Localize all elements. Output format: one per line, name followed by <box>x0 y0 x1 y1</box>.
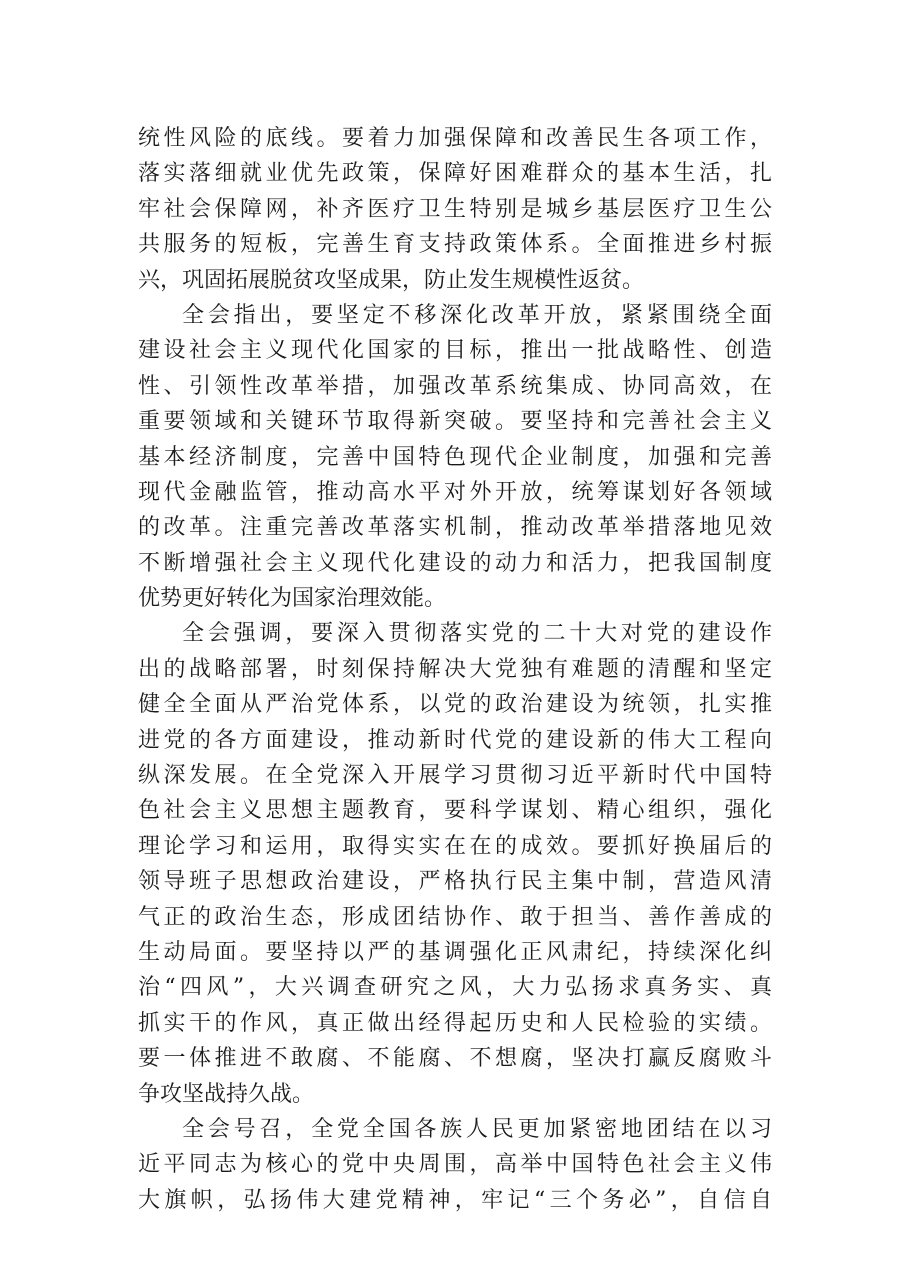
text-line: 出的战略部署，时刻保持解决大党独有难题的清醒和坚定 <box>138 656 772 682</box>
text-line: 生动局面。要坚持以严的基调强化正风肃纪，持续深化纠 <box>138 939 772 965</box>
text-line: 基本经济制度，完善中国特色现代企业制度，加强和完善 <box>138 444 772 470</box>
text-line: 色社会主义思想主题教育，要科学谋划、精心组织，强化 <box>138 798 772 824</box>
paragraph <box>138 616 772 1111</box>
paragraph <box>138 121 772 298</box>
text-line: 建设社会主义现代化国家的目标，推出一批战略性、创造 <box>138 338 772 364</box>
text-line: 统性风险的底线。要着力加强保障和改善民生各项工作， <box>138 126 772 151</box>
text-line: 要一体推进不敢腐、不能腐、不想腐，坚决打赢反腐败斗 <box>138 1046 772 1072</box>
text-line: 进党的各方面建设，推动新时代党的建设新的伟大工程向 <box>138 727 772 753</box>
document-body <box>138 121 772 1218</box>
text-line: 现代金融监管，推动高水平对外开放，统筹谋划好各领域 <box>138 479 772 505</box>
text-line: 纵深发展。在全党深入开展学习贯彻习近平新时代中国特 <box>138 763 772 789</box>
text-line: 气正的政治生态，形成团结协作、敢于担当、善作善成的 <box>138 904 772 930</box>
text-line: 性、引领性改革举措，加强改革系统集成、协同高效，在 <box>138 373 772 399</box>
text-line: 大旗帜，弘扬伟大建党精神，牢记“三个务必”，自信自 <box>138 1187 772 1213</box>
text-line: 近平同志为核心的党中央周围，高举中国特色社会主义伟 <box>138 1152 772 1178</box>
paragraph <box>138 1112 772 1218</box>
text-line: 争攻坚战持久战。 <box>138 1081 315 1107</box>
text-line: 优势更好转化为国家治理效能。 <box>138 586 447 612</box>
text-line: 的改革。注重完善改革落实机制，推动改革举措落地见效 <box>138 515 772 541</box>
text-line: 理论学习和运用，取得实实在在的成效。要抓好换届后的 <box>138 833 772 859</box>
text-line: 落实落细就业优先政策，保障好困难群众的基本生活，扎 <box>138 161 772 187</box>
text-line: 不断增强社会主义现代化建设的动力和活力，把我国制度 <box>138 550 772 576</box>
text-line: 领导班子思想政治建设，严格执行民主集中制，营造风清 <box>138 869 772 895</box>
text-line: 健全全面从严治党体系，以党的政治建设为统领，扎实推 <box>138 692 772 718</box>
text-line: 共服务的短板，完善生育支持政策体系。全面推进乡村振 <box>138 232 772 258</box>
text-line: 牢社会保障网，补齐医疗卫生特别是城乡基层医疗卫生公 <box>138 196 772 222</box>
text-line: 重要领域和关键环节取得新突破。要坚持和完善社会主义 <box>138 409 772 435</box>
paragraph <box>138 298 772 617</box>
text-line: 治“四风”，大兴调查研究之风，大力弘扬求真务实、真 <box>138 975 772 1001</box>
text-line: 全会强调，要深入贯彻落实党的二十大对党的建设作 <box>182 621 772 647</box>
text-line: 抓实干的作风，真正做出经得起历史和人民检验的实绩。 <box>138 1010 772 1036</box>
text-line: 兴，巩固拓展脱贫攻坚成果，防止发生规模性返贫。 <box>138 267 645 293</box>
text-line: 全会指出，要坚定不移深化改革开放，紧紧围绕全面 <box>182 302 772 328</box>
text-line: 全会号召，全党全国各族人民更加紧密地团结在以习 <box>182 1116 772 1142</box>
